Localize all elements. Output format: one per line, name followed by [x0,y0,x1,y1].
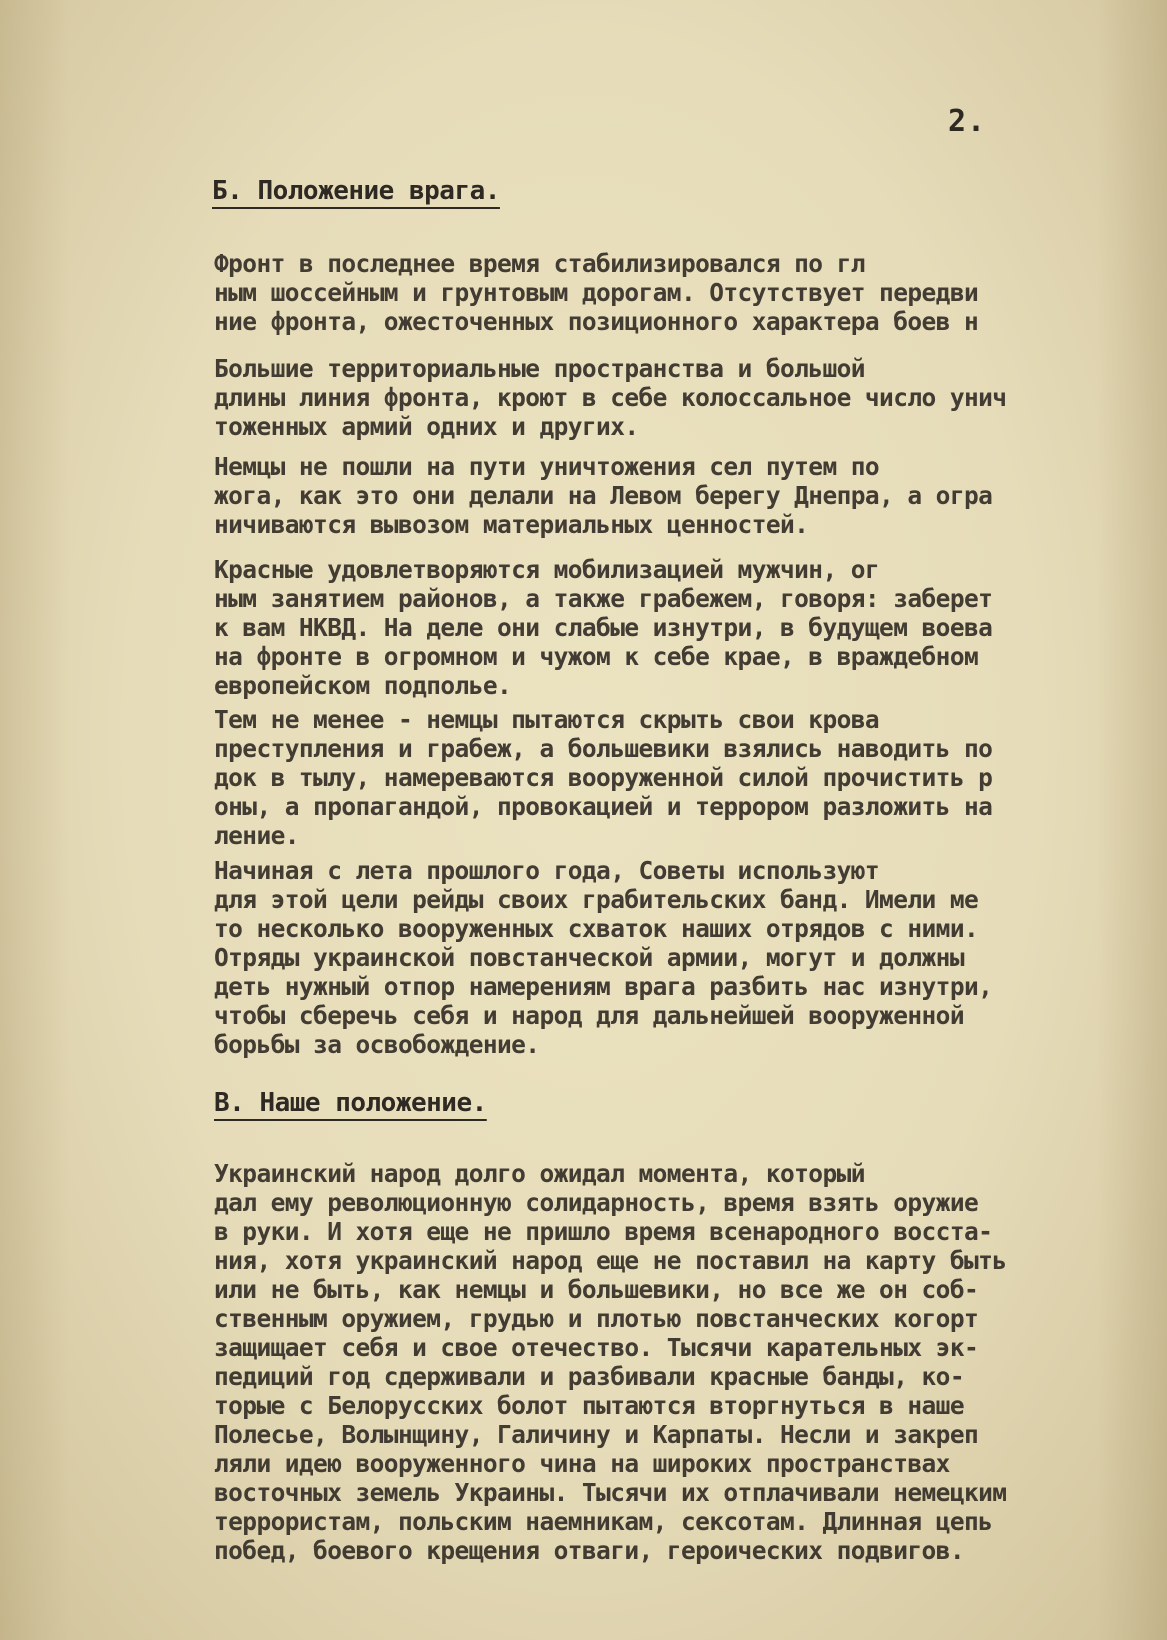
text-line: ление. [214,821,299,850]
text-line: восточных земель Украины. Тысячи их отплачивали немецким [214,1478,1007,1507]
text-line: Фронт в последнее время стабилизировался по гл [214,249,865,278]
text-line: для этой цели рейды своих грабительских банд. Имели ме [214,885,979,914]
text-line: ственным оружием, грудью и плотью повстанческих когорт [214,1304,979,1333]
section-heading-enemy-position: Б. Положение врага. [212,176,500,206]
text-line: защищает себя и свое отечество. Тысячи карательных эк- [214,1333,979,1362]
paragraph-soviet-raids [214,856,1114,1059]
text-line: Большие территориальные пространства и большой [214,354,865,383]
text-line: к вам НКВД. На деле они слабые изнутри, в будущем воева [214,613,993,642]
text-line: Украинский народ долго ожидал момента, который [214,1159,865,1188]
text-line: преступления и грабеж, а большевики взялись наводить по [214,734,993,763]
text-line: длины линия фронта, кроют в себе колоссальное число унич [214,383,1007,412]
text-line: ничиваются вывозом материальных ценностей. [214,510,809,539]
text-line: то несколько вооруженных схваток наших отрядов с ними. [214,914,979,943]
text-line: террористам, польским наемникам, сексотам. Длинная цепь [214,1507,993,1536]
paragraph-germans [214,452,1114,539]
text-line: в руки. И хотя еще не пришло время всенародного восста- [214,1217,993,1246]
text-line: побед, боевого крещения отваги, героических подвигов. [214,1536,964,1565]
text-line: деть нужный отпор намерениям врага разбить нас изнутри, [214,972,993,1001]
text-line: педиций год сдерживали и разбивали красные банды, ко- [214,1362,964,1391]
text-line: Отряды украинской повстанческой армии, могут и должны [214,943,964,972]
text-line: чтобы сберечь себя и народ для дальнейшей вооруженной [214,1001,964,1030]
text-line: европейском подполье. [214,671,512,700]
paragraph-reds [214,555,1114,700]
text-line: ния, хотя украинский народ еще не поставил на карту быть [214,1246,1007,1275]
text-line: док в тылу, намереваются вооруженной силой прочистить р [214,763,993,792]
text-line: ляли идею вооруженного чина на широких пространствах [214,1449,950,1478]
text-line: или не быть, как немцы и большевики, но все же он соб- [214,1275,979,1304]
paragraph-territories [214,354,1114,441]
text-line: борьбы за освобождение. [214,1030,540,1059]
text-line: на фронте в огромном и чужом к себе крае, в враждебном [214,642,979,671]
page-number: 2. [948,104,987,139]
text-line: ным занятием районов, а также грабежем, говоря: заберет [214,584,993,613]
text-line: оны, а пропагандой, провокацией и террором разложить на [214,792,993,821]
text-line: Тем не менее - немцы пытаются скрыть свои крова [214,705,880,734]
paragraph-nevertheless [214,705,1114,850]
text-line: Немцы не пошли на пути уничтожения сел путем по [214,452,880,481]
text-line: ние фронта, ожесточенных позиционного характера боев н [214,307,979,336]
text-line: тоженных армий одних и других. [214,412,639,441]
text-line: Начиная с лета прошлого года, Советы используют [214,856,880,885]
text-line: жога, как это они делали на Левом берегу Днепра, а огра [214,481,993,510]
paragraph-front-stabilized [214,249,1114,336]
text-line: торые с Белорусских болот пытаются вторгнуться в наше [214,1391,964,1420]
paragraph-ukrainian-people [214,1159,1114,1565]
text-line: Красные удовлетворяются мобилизацией мужчин, ог [214,555,880,584]
text-line: Полесье, Волынщину, Галичину и Карпаты. Несли и закреп [214,1420,979,1449]
section-heading-our-position: В. Наше положение. [214,1088,487,1118]
text-line: дал ему революционную солидарность, время взять оружие [214,1188,979,1217]
text-line: ным шоссейным и грунтовым дорогам. Отсутствует передви [214,278,979,307]
